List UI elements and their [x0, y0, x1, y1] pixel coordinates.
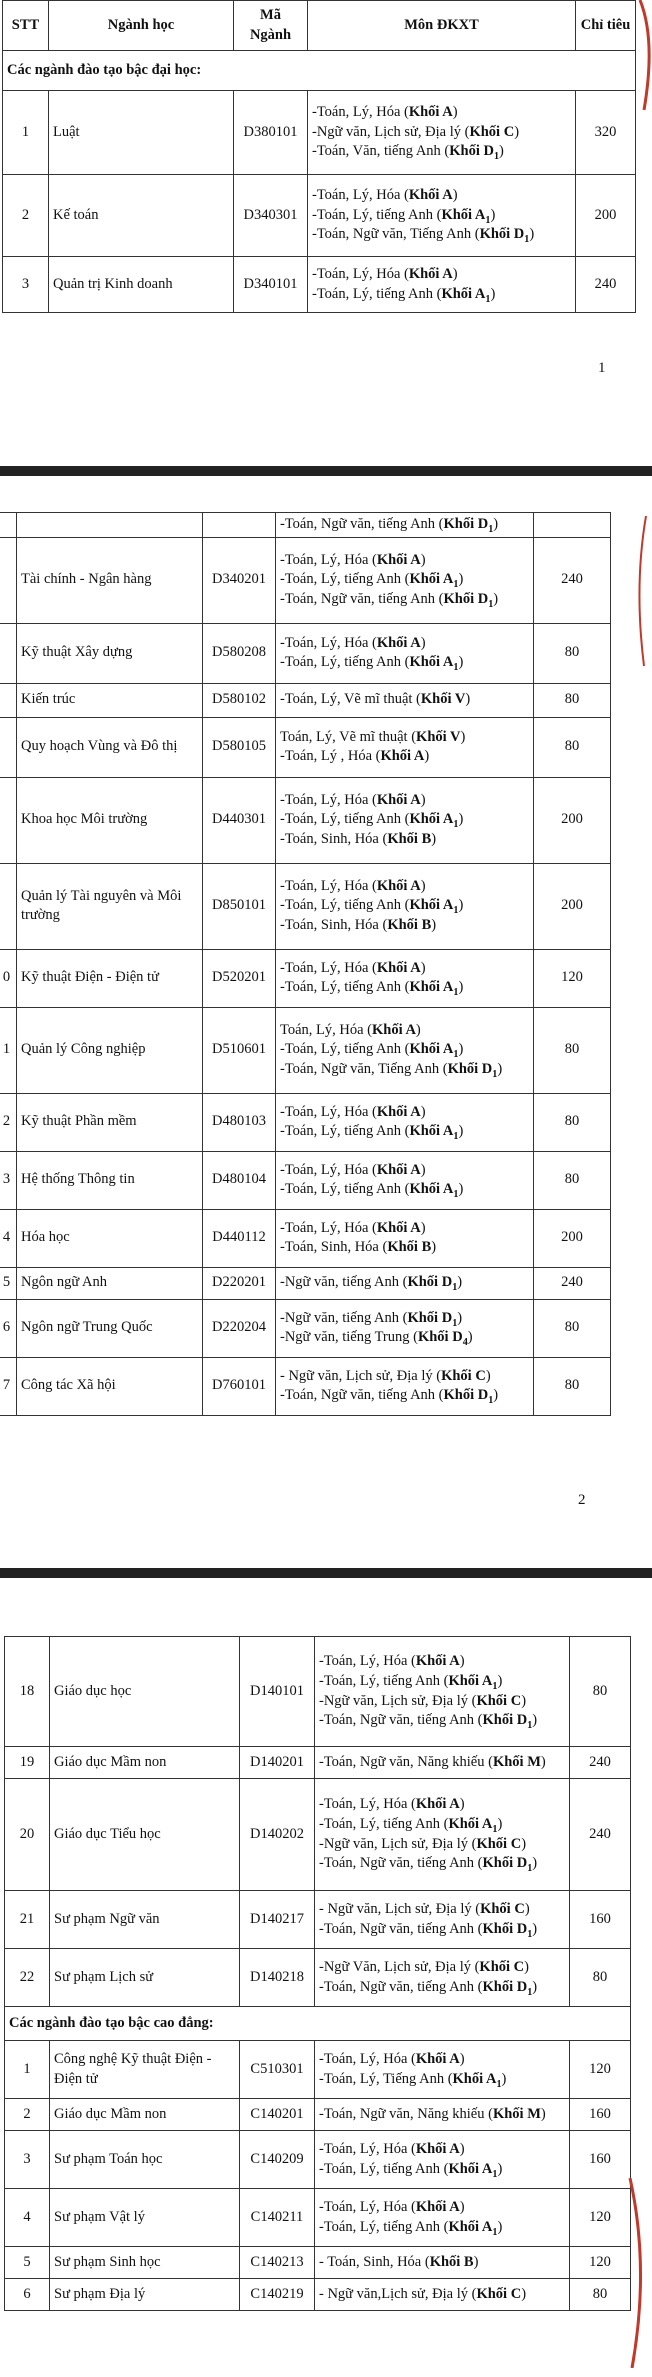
subject-line: -Ngữ văn, Lịch sử, Địa lý (Khối C) [319, 1835, 527, 1852]
subject-line: -Toán, Ngữ văn, tiếng Anh (Khối $D_1$) [280, 516, 499, 535]
subjects-cell [276, 777, 534, 863]
section-row [3, 51, 636, 91]
subject-line: -Toán, Lý, Hóa (Khối A) [319, 1796, 465, 1813]
subject-line: -Toán, Lý, tiếng Anh (Khối $A_1$) [280, 654, 464, 673]
subject-line: -Toán, Ngữ văn, tiếng Anh (Khối $D_1$) [280, 590, 499, 610]
subject-line: -Ngữ văn, tiếng Trung (Khối $D_4$) [280, 1329, 473, 1348]
subjects-cell [308, 257, 576, 313]
subject-line: -Toán, Ngữ văn, tiếng Anh (Khối $D_1$) [319, 1978, 538, 1998]
subject-line: -Toán, Ngữ văn, tiếng Anh (Khối $D_1$) [319, 1920, 538, 1940]
subject-line: -Ngữ Văn, Lịch sử, Địa lý (Khối C) [319, 1958, 529, 1975]
table-page-1 [2, 0, 636, 313]
subject-line: -Toán, Lý, tiếng Anh (Khối $A_1$) [280, 979, 464, 998]
subjects-cell [308, 175, 576, 257]
subjects-cell [276, 1267, 534, 1299]
table-row: 19 Giáo dục Mầm non D140201 -Toán, Ngữ văn, Năng khiếu (Khối M) 240 [5, 1747, 631, 1779]
table-row: 5 Sư phạm Sinh học C140213 - Toán, Sinh, Hóa (Khối B) 120 [5, 2247, 631, 2279]
subject-line: -Toán, Ngữ văn, Tiếng Anh (Khối $D_1$) [280, 1060, 503, 1080]
page-divider [0, 1568, 652, 1578]
subjects-cell [276, 1151, 534, 1209]
subject-line: -Toán, Ngữ văn, tiếng Anh (Khối $D_1$) [280, 1387, 499, 1406]
subjects-cell [315, 1949, 570, 2007]
subject-line: -Ngữ văn, tiếng Anh (Khối $D_1$) [280, 1309, 463, 1329]
subjects-cell [276, 1209, 534, 1267]
table-row: 3 Hệ thống Thông tin D480104 -Toán, Lý, Hóa (Khối A) -Toán, Lý, tiếng Anh (Khối $A_1$) 80 [0, 1151, 611, 1209]
table-page-2 [0, 512, 611, 1416]
table-row: 4 Hóa học D440112 -Toán, Lý, Hóa (Khối A) -Toán, Sinh, Hóa (Khối B) 200 [0, 1209, 611, 1267]
table-header-row [3, 1, 636, 51]
subject-line: -Toán, Lý, Hóa (Khối A) [280, 1219, 426, 1236]
subject-line: -Toán, Lý, tiếng Anh (Khối $A_1$) [312, 285, 496, 305]
subject-line: - Ngữ văn, Lịch sử, Địa lý (Khối C) [319, 1900, 530, 1917]
table-row: 2 Kỹ thuật Phần mềm D480103 -Toán, Lý, Hóa (Khối A) -Toán, Lý, tiếng Anh (Khối $A_1$) 80 [0, 1093, 611, 1151]
subject-line: -Toán, Lý, tiếng Anh (Khối $A_1$) [319, 1672, 503, 1692]
table-row: 0 Kỹ thuật Điện - Điện tử D520201 -Toán, Lý, Hóa (Khối A) -Toán, Lý, tiếng Anh (Khối $A_1$) 120 [0, 949, 611, 1007]
subject-line: -Toán, Lý, tiếng Anh (Khối $A_1$) [280, 1041, 464, 1061]
subject-line: -Toán, Lý, Hóa (Khối A) [280, 959, 426, 976]
table-row [0, 513, 611, 538]
subject-line: - Toán, Sinh, Hóa (Khối B) [319, 2253, 479, 2270]
table-row: Quản lý Tài nguyên và Môi trường D850101 -Toán, Lý, Hóa (Khối A) -Toán, Lý, tiếng Anh (Khối $A_1$) -Toán, Sinh, Hóa (Khối B) 200 [0, 863, 611, 949]
subjects-cell [276, 949, 534, 1007]
subjects-cell [315, 2189, 570, 2247]
subject-line: -Toán, Lý, Hóa (Khối A) [280, 1103, 426, 1120]
table-row: 2 Giáo dục Mầm non C140201 -Toán, Ngữ văn, Năng khiếu (Khối M) 160 [5, 2099, 631, 2131]
subject-line: -Toán, Lý, Hóa (Khối A) [312, 265, 458, 282]
subjects-cell [315, 2279, 570, 2311]
subject-line: -Toán, Lý, Hóa (Khối A) [280, 1161, 426, 1178]
header-mon: Môn ĐKXT [308, 1, 576, 51]
subject-line: -Toán, Ngữ văn, Năng khiếu (Khối M) [319, 1753, 546, 1770]
table-row: 1 Quản lý Công nghiệp D510601 Toán, Lý, Hóa (Khối A) -Toán, Lý, tiếng Anh (Khối $A_1$) -Toán, Ngữ văn, Tiếng Anh (Khối $D_1$) 80 [0, 1007, 611, 1093]
red-stamp-icon [626, 2178, 652, 2368]
subject-line: -Toán, Lý, Hóa (Khối A) [312, 187, 458, 204]
subjects-cell [276, 1093, 534, 1151]
section-title: Các ngành đào tạo bậc đại học: [3, 51, 636, 91]
subject-line: -Toán, Lý, Hóa (Khối A) [280, 551, 426, 568]
subjects-cell [276, 537, 534, 623]
subjects-cell [315, 1747, 570, 1779]
subjects-cell [315, 1891, 570, 1949]
table-row: 5 Ngôn ngữ Anh D220201 -Ngữ văn, tiếng Anh (Khối $D_1$) 240 [0, 1267, 611, 1299]
subjects-cell [315, 2099, 570, 2131]
table-row: 1 Công nghệ Kỹ thuật Điện - Điện tử C510301 -Toán, Lý, Hóa (Khối A) -Toán, Lý, Tiếng Anh (Khối $A_1$) 120 [5, 2041, 631, 2099]
subject-line: -Toán, Lý , Hóa (Khối A) [280, 748, 430, 765]
subject-line: -Toán, Lý, tiếng Anh (Khối $A_1$) [280, 571, 464, 591]
subject-line: Toán, Lý, Vẽ mĩ thuật (Khối V) [280, 728, 466, 745]
subject-line: -Toán, Lý, tiếng Anh (Khối $A_1$) [280, 1181, 464, 1200]
subject-line: -Toán, Lý, tiếng Anh (Khối $A_1$) [319, 2160, 503, 2180]
table-row: 3 Sư phạm Toán học C140209 -Toán, Lý, Hóa (Khối A) -Toán, Lý, tiếng Anh (Khối $A_1$) 160 [5, 2131, 631, 2189]
subject-line: -Toán, Lý, tiếng Anh (Khối $A_1$) [280, 897, 464, 917]
table-row: 20 Giáo dục Tiểu học D140202 -Toán, Lý, Hóa (Khối A) -Toán, Lý, tiếng Anh (Khối $A_1$) -Ngữ văn, Lịch sử, Địa lý (Khối C) -Toán, Ngữ văn, tiếng Anh (Khối $D_1$) 240 [5, 1779, 631, 1891]
table-row: 1 Luật D380101 -Toán, Lý, Hóa (Khối A) -Ngữ văn, Lịch sử, Địa lý (Khối C) -Toán, Văn, tiếng Anh (Khối $D_1$) 320 [3, 91, 636, 175]
subjects-cell [276, 1299, 534, 1357]
subjects-cell [315, 1779, 570, 1891]
subject-line: -Toán, Ngữ văn, tiếng Anh (Khối $D_1$) [319, 1855, 538, 1874]
subject-line: -Ngữ văn, Lịch sử, Địa lý (Khối C) [312, 123, 520, 140]
subject-line: -Toán, Sinh, Hóa (Khối B) [280, 916, 437, 933]
section-row [5, 2007, 631, 2041]
table-row: 4 Sư phạm Vật lý C140211 -Toán, Lý, Hóa (Khối A) -Toán, Lý, tiếng Anh (Khối $A_1$) 120 [5, 2189, 631, 2247]
document-page-2 [0, 476, 652, 1568]
subjects-cell [315, 2041, 570, 2099]
subjects-cell [315, 2131, 570, 2189]
page-number: 1 [598, 360, 606, 376]
subjects-cell [315, 1637, 570, 1747]
table-row: 6 Sư phạm Địa lý C140219 - Ngữ văn,Lịch sử, Địa lý (Khối C) 80 [5, 2279, 631, 2311]
subject-line: -Toán, Lý, tiếng Anh (Khối $A_1$) [280, 1123, 464, 1142]
subject-line: -Toán, Lý, Tiếng Anh (Khối $A_1$) [319, 2070, 507, 2090]
table-page-3 [4, 1636, 631, 2311]
subjects-cell [276, 717, 534, 777]
subjects-cell [276, 1357, 534, 1415]
table-row: Kiến trúc D580102 -Toán, Lý, Vẽ mĩ thuật (Khối V) 80 [0, 683, 611, 717]
table-row: Khoa học Môi trường D440301 -Toán, Lý, Hóa (Khối A) -Toán, Lý, tiếng Anh (Khối $A_1$) -Toán, Sinh, Hóa (Khối B) 200 [0, 777, 611, 863]
subject-line: -Toán, Lý, tiếng Anh (Khối $A_1$) [312, 206, 496, 226]
table-row: Quy hoạch Vùng và Đô thị D580105 Toán, Lý, Vẽ mĩ thuật (Khối V) -Toán, Lý , Hóa (Khối A) 80 [0, 717, 611, 777]
page-number: 2 [578, 1492, 586, 1508]
subject-line: -Toán, Văn, tiếng Anh (Khối $D_1$) [312, 143, 504, 163]
subject-line: -Toán, Lý, tiếng Anh (Khối $A_1$) [319, 1815, 503, 1835]
table-row: 3 Quản trị Kinh doanh D340101 -Toán, Lý, Hóa (Khối A) -Toán, Lý, tiếng Anh (Khối $A_1$) 240 [3, 257, 636, 313]
subjects-cell [276, 863, 534, 949]
page-divider [0, 466, 652, 476]
subject-line: -Toán, Ngữ văn, Tiếng Anh (Khối $D_1$) [312, 226, 535, 246]
subjects-cell [276, 683, 534, 717]
subject-line: -Toán, Lý, tiếng Anh (Khối $A_1$) [319, 2218, 503, 2238]
header-stt: STT [3, 1, 49, 51]
subject-line: -Toán, Lý, Hóa (Khối A) [312, 104, 458, 121]
subject-line: -Toán, Sinh, Hóa (Khối B) [280, 1239, 437, 1256]
table-row: 22 Sư phạm Lịch sử D140218 -Ngữ Văn, Lịch sử, Địa lý (Khối C) -Toán, Ngữ văn, tiếng Anh (Khối $D_1$) 80 [5, 1949, 631, 2007]
table-row: 7 Công tác Xã hội D760101 - Ngữ văn, Lịch sử, Địa lý (Khối C) -Toán, Ngữ văn, tiếng Anh (Khối $D_1$) 80 [0, 1357, 611, 1415]
header-chitieu: Chỉ tiêu [576, 1, 636, 51]
table-row: Tài chính - Ngân hàng D340201 -Toán, Lý, Hóa (Khối A) -Toán, Lý, tiếng Anh (Khối $A_1$) -Toán, Ngữ văn, tiếng Anh (Khối $D_1$) 240 [0, 537, 611, 623]
subject-line: -Toán, Lý, tiếng Anh (Khối $A_1$) [280, 811, 464, 831]
subject-line: -Toán, Lý, Vẽ mĩ thuật (Khối V) [280, 691, 471, 708]
table-row: 21 Sư phạm Ngữ văn D140217 - Ngữ văn, Lịch sử, Địa lý (Khối C) -Toán, Ngữ văn, tiếng Anh (Khối $D_1$) 160 [5, 1891, 631, 1949]
header-ma: Mã Ngành [234, 1, 308, 51]
section-title: Các ngành đào tạo bậc cao đẳng: [5, 2007, 631, 2041]
document-page-3 [0, 1578, 652, 2377]
subjects-cell [315, 2247, 570, 2279]
table-row: 18 Giáo dục học D140101 -Toán, Lý, Hóa (Khối A) -Toán, Lý, tiếng Anh (Khối $A_1$) -Ngữ văn, Lịch sử, Địa lý (Khối C) -Toán, Ngữ văn, tiếng Anh (Khối $D_1$) 80 [5, 1637, 631, 1747]
header-nganh: Ngành học [49, 1, 234, 51]
table-row: 2 Kế toán D340301 -Toán, Lý, Hóa (Khối A) -Toán, Lý, tiếng Anh (Khối $A_1$) -Toán, Ngữ văn, Tiếng Anh (Khối $D_1$) 200 [3, 175, 636, 257]
subject-line: -Toán, Lý, Hóa (Khối A) [319, 2198, 465, 2215]
subject-line: -Toán, Lý, Hóa (Khối A) [280, 791, 426, 808]
subjects-cell [276, 513, 534, 538]
subject-line: -Toán, Ngữ văn, tiếng Anh (Khối $D_1$) [319, 1712, 538, 1731]
subject-line: -Ngữ văn, Lịch sử, Địa lý (Khối C) [319, 1692, 527, 1709]
subject-line: -Toán, Ngữ văn, Năng khiếu (Khối M) [319, 2105, 546, 2122]
subjects-cell [308, 91, 576, 175]
subject-line: -Toán, Sinh, Hóa (Khối B) [280, 830, 437, 847]
red-stamp-icon [634, 0, 652, 120]
subjects-cell [276, 1007, 534, 1093]
red-stamp-icon [632, 516, 652, 676]
subject-line: -Toán, Lý, Hóa (Khối A) [280, 877, 426, 894]
table-row: Kỹ thuật Xây dựng D580208 -Toán, Lý, Hóa (Khối A) -Toán, Lý, tiếng Anh (Khối $A_1$) 80 [0, 623, 611, 683]
subject-line: -Toán, Lý, Hóa (Khối A) [319, 2140, 465, 2157]
subject-line: Toán, Lý, Hóa (Khối A) [280, 1021, 421, 1038]
subject-line: -Toán, Lý, Hóa (Khối A) [280, 634, 426, 651]
subject-line: - Ngữ văn,Lịch sử, Địa lý (Khối C) [319, 2285, 527, 2302]
document-page-1-content [0, 0, 652, 466]
subjects-cell [276, 623, 534, 683]
subject-line: -Toán, Lý, Hóa (Khối A) [319, 2050, 465, 2067]
table-row: 6 Ngôn ngữ Trung Quốc D220204 -Ngữ văn, tiếng Anh (Khối $D_1$) -Ngữ văn, tiếng Trung (Khối $D_4$) 80 [0, 1299, 611, 1357]
subject-line: -Toán, Lý, Hóa (Khối A) [319, 1653, 465, 1670]
subject-line: - Ngữ văn, Lịch sử, Địa lý (Khối C) [280, 1367, 491, 1384]
subject-line: -Ngữ văn, tiếng Anh (Khối $D_1$) [280, 1274, 463, 1294]
